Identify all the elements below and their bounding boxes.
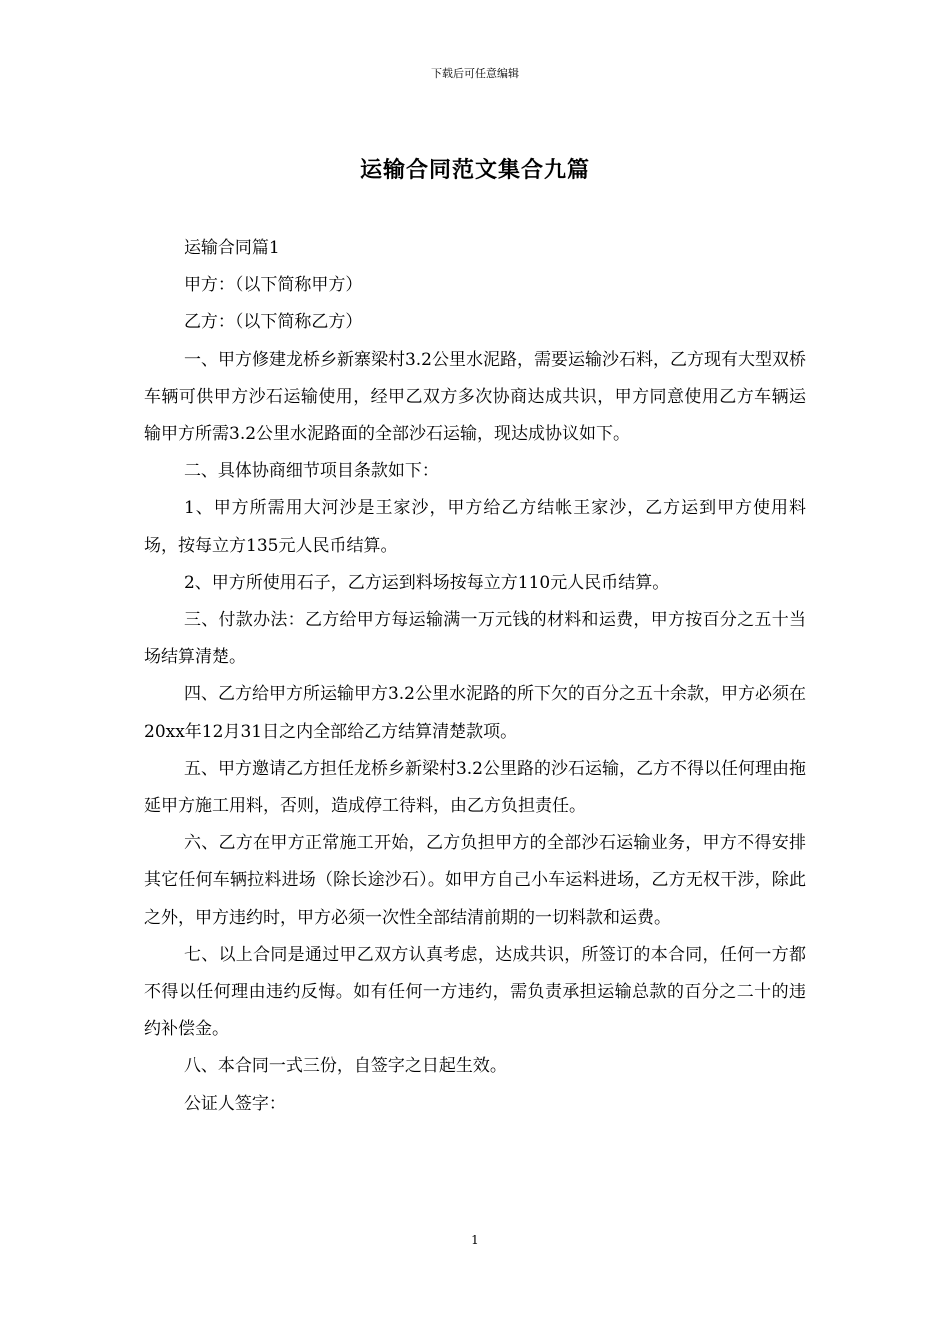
page-number: 1: [471, 1233, 479, 1247]
notary-signature-line: 公证人签字：: [183, 1093, 286, 1114]
clause-5: 五、甲方邀请乙方担任龙桥乡新梁村3.2公里路的沙石运输，乙方不得以任何理由拖延甲方施工用料，否则，造成停工待料，由乙方负担责任。: [144, 758, 806, 817]
clause-2: 二、具体协商细节项目条款如下：: [183, 461, 439, 482]
clause-1: 一、甲方修建龙桥乡新寨梁村3.2公里水泥路，需要运输沙石料，乙方现有大型双桥车辆可供甲方沙石运输使用，经甲乙双方多次协商达成共识，甲方同意使用乙方车辆运输甲方所需3.2公里水泥路面的全部沙石运输，现达成协议如下。: [144, 349, 806, 445]
clause-3: 三、付款办法：乙方给甲方每运输满一万元钱的材料和运费，甲方按百分之五十当场结算清楚。: [144, 610, 806, 668]
clause-6: 六、乙方在甲方正常施工开始，乙方负担甲方的全部沙石运输业务，甲方不得安排其它任何车辆拉料进场（除长途沙石）。如甲方自己小车运料进场，乙方无权干涉，除此之外，甲方违约时，甲方必须一次性全部结清前期的一切料款和运费。: [144, 833, 806, 928]
clause-2-item-1: 1、甲方所需用大河沙是王家沙，甲方给乙方结帐王家沙，乙方运到甲方使用料场，按每立方135元人民币结算。: [144, 498, 806, 556]
clause-2-item-2: 2、甲方所使用石子，乙方运到料场按每立方110元人民币结算。: [183, 572, 670, 593]
section-heading: 运输合同篇1: [183, 238, 280, 258]
party-a-line: 甲方：（以下简称甲方）: [183, 275, 363, 296]
clause-4: 四、乙方给甲方所运输甲方3.2公里水泥路的所下欠的百分之五十余款，甲方必须在20xx年12月31日之内全部给乙方结算清楚款项。: [144, 684, 806, 742]
document-body: [144, 230, 806, 1123]
party-b-line: 乙方：（以下简称乙方）: [183, 312, 363, 333]
clause-8: 八、本合同一式三份，自签字之日起生效。: [183, 1056, 507, 1077]
document-title: 运输合同范文集合九篇: [359, 157, 590, 183]
clause-7: 七、以上合同是通过甲乙双方认真考虑，达成共识，所签订的本合同，任何一方都不得以任何理由违约反悔。如有任何一方违约，需负责承担运输总款的百分之二十的违约补偿金。: [144, 944, 806, 1040]
page-header-note: 下载后可任意编辑: [431, 67, 519, 80]
